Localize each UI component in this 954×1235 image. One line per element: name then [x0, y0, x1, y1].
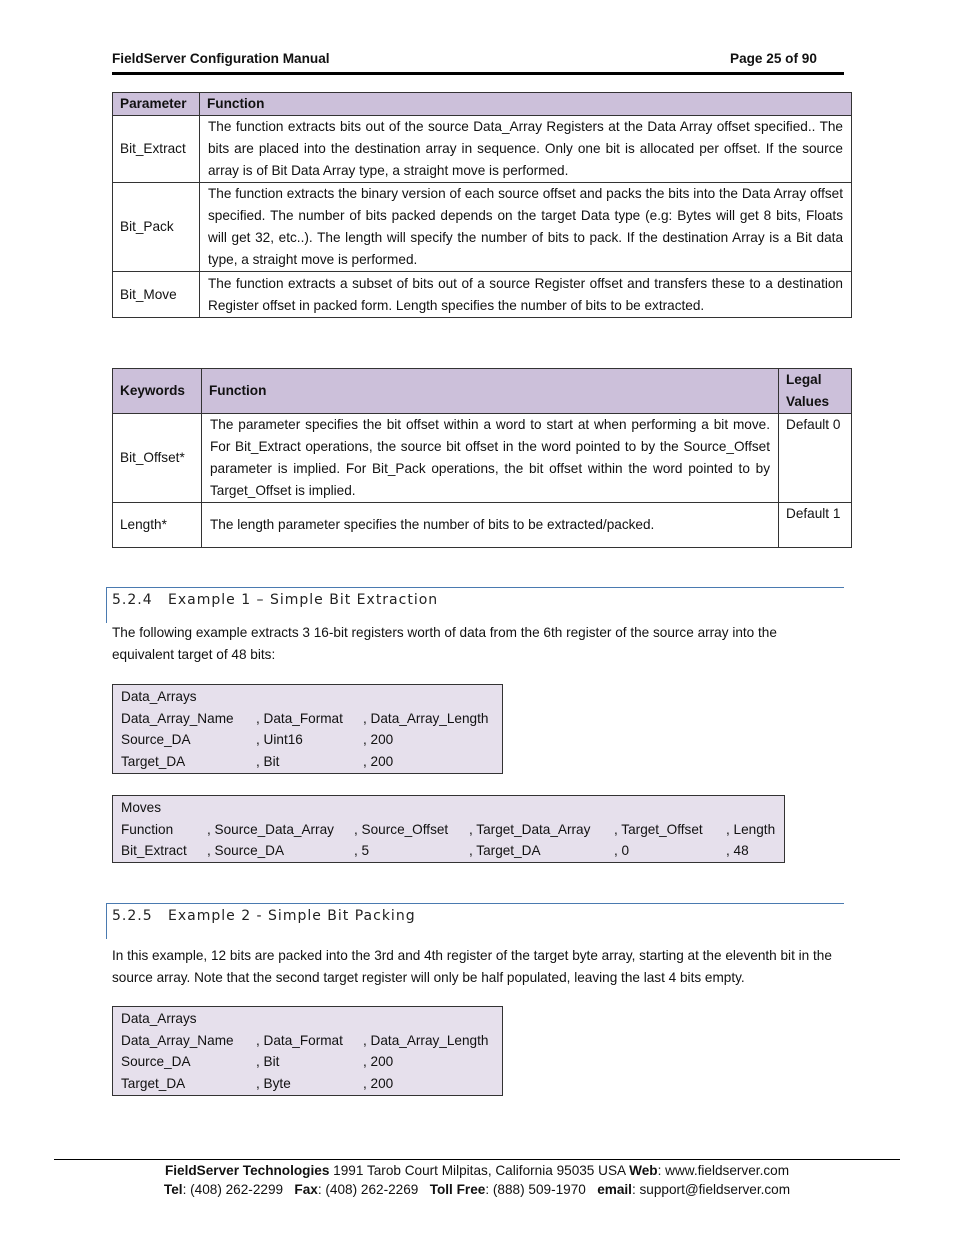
footer-contact-line: [0, 1182, 954, 1197]
section-title: Example 1 – Simple Bit Extraction: [168, 592, 439, 608]
keyword-name: Length*: [113, 503, 202, 548]
config-line: [113, 840, 784, 862]
section-number: 5.2.5: [112, 908, 153, 924]
moves-box: [112, 795, 785, 863]
section-heading: [112, 908, 416, 924]
config-line: [113, 1073, 502, 1095]
config-cell: , Data_Array_Length: [363, 1032, 489, 1048]
section-rule: [106, 903, 844, 904]
config-line: [113, 1008, 502, 1030]
config-cell: , Bit: [256, 753, 280, 769]
config-cell: Data_Array_Name: [121, 1032, 234, 1048]
config-cell: , 200: [363, 753, 394, 769]
config-line: [113, 708, 502, 730]
parameter-function: The function extracts the binary version of each source offset and packs the bits into the Data Array offset specified. The number of bits packed depends on the target Data type (e.g: Bytes will get 8 bits, Floats will get 32, etc..). The length will specify the number of bits to pack. If the destination Array is a Bit data type, a straight move is performed.: [200, 183, 852, 272]
footer-tollfree: : (888) 509-1970: [485, 1182, 598, 1197]
header-rule: [112, 72, 844, 75]
keyword-table: [112, 368, 852, 548]
section-rule: [106, 587, 844, 588]
manual-title: FieldServer Configuration Manual: [112, 51, 330, 66]
table-header-row: [113, 93, 852, 116]
footer-tel-label: Tel: [163, 1182, 183, 1197]
config-line: [113, 1051, 502, 1073]
section-rule-vertical: [106, 587, 107, 623]
config-cell: , Byte: [256, 1075, 291, 1091]
footer-rule: [54, 1159, 900, 1160]
parameter-name: Bit_Move: [113, 272, 200, 318]
config-line: [113, 1030, 502, 1052]
table-header-row: [113, 369, 852, 414]
section-number: 5.2.4: [112, 592, 153, 608]
config-cell: , Target_Data_Array: [469, 821, 591, 837]
config-cell: , Source_Data_Array: [207, 821, 334, 837]
data-arrays-box: [112, 684, 503, 774]
parameter-function: The function extracts a subset of bits out of a source Register offset and transfers these to a destination Register offset in packed form. Length specifies the number of bits to be extracted.: [200, 272, 852, 318]
table-row: [113, 272, 852, 318]
config-cell: Bit_Extract: [121, 843, 187, 858]
config-cell: , 0: [614, 843, 630, 858]
table-row: [113, 116, 852, 183]
config-cell: Moves: [121, 800, 162, 815]
section-intro: The following example extracts 3 16-bit registers worth of data from the 6th register of the source array into the equivalent target of 48 bits:: [112, 625, 777, 662]
section-heading: [112, 592, 438, 608]
config-line: [113, 819, 784, 841]
config-cell: , Uint16: [256, 732, 303, 747]
config-cell: Function: [121, 821, 174, 837]
footer-email: : support@fieldserver.com: [631, 1182, 791, 1197]
config-cell: Data_Arrays: [121, 1011, 197, 1026]
footer-fax: : (408) 262-2269: [317, 1182, 430, 1197]
footer-tollfree-label: Toll Free: [429, 1182, 486, 1197]
column-header: Function: [200, 93, 852, 116]
config-cell: Source_DA: [121, 1054, 191, 1069]
footer-company: FieldServer Technologies: [164, 1163, 330, 1178]
column-header: Keywords: [113, 369, 202, 414]
keyword-function: The length parameter specifies the number of bits to be extracted/packed.: [202, 503, 779, 548]
column-header: Parameter: [113, 93, 200, 116]
config-cell: , Target_Offset: [614, 821, 703, 837]
config-cell: , Data_Format: [256, 1032, 343, 1048]
config-cell: Source_DA: [121, 732, 191, 747]
parameter-function: The function extracts bits out of the source Data_Array Registers at the Data Array offset specified.. The bits are placed into the destination array in sequence. Only one bit is allocated per offset. If the source array is of Bit Data Array type, a straight move is performed.: [200, 116, 852, 183]
table-row: [113, 414, 852, 503]
config-cell: , Length: [726, 821, 776, 837]
parameter-table: [112, 92, 852, 318]
config-cell: , 200: [363, 1075, 394, 1091]
config-cell: , Data_Format: [256, 710, 343, 726]
footer-address-line: [0, 1163, 954, 1178]
table-row: [113, 183, 852, 272]
legal-values: Default 0: [779, 414, 852, 503]
config-cell: , Target_DA: [469, 843, 541, 858]
config-cell: Data_Arrays: [121, 689, 197, 704]
config-cell: , Source_Offset: [354, 821, 449, 837]
footer-tel: : (408) 262-2299: [182, 1182, 295, 1197]
column-header: Legal Values: [779, 369, 852, 414]
footer-address: 1991 Tarob Court Milpitas, California 95035 USA: [329, 1163, 630, 1178]
page-number: Page 25 of 90: [730, 51, 817, 66]
section-intro: In this example, 12 bits are packed into the 3rd and 4th register of the target byte array, starting at the eleventh bit in the source array. Note that the second target register will only be half populated, leaving the last 4 bits empty.: [112, 948, 832, 985]
config-cell: , Source_DA: [207, 843, 285, 858]
column-header: Function: [202, 369, 779, 414]
config-cell: Target_DA: [121, 1075, 186, 1091]
config-line: [113, 729, 502, 751]
config-cell: Data_Array_Name: [121, 710, 234, 726]
footer-web-label: Web: [629, 1163, 658, 1178]
config-line: [113, 686, 502, 708]
config-line: [113, 751, 502, 773]
keyword-name: Bit_Offset*: [113, 414, 202, 503]
section-rule-vertical: [106, 903, 107, 939]
config-cell: , 48: [726, 843, 749, 858]
config-cell: , 5: [354, 843, 370, 858]
legal-values: Default 1: [779, 503, 852, 548]
table-row: [113, 503, 852, 548]
config-cell: , 200: [363, 732, 394, 747]
keyword-function: The parameter specifies the bit offset within a word to start at when performing a bit move. For Bit_Extract operations, the source bit offset in the word pointed to by the Source_Offset parameter is implied. For Bit_Pack operations, the bit offset within the word pointed to by Target_Offset is implied.: [202, 414, 779, 503]
data-arrays-box: [112, 1006, 503, 1096]
config-cell: , 200: [363, 1054, 394, 1069]
config-cell: , Bit: [256, 1054, 280, 1069]
section-title: Example 2 - Simple Bit Packing: [168, 908, 416, 924]
parameter-name: Bit_Pack: [113, 183, 200, 272]
footer-web: : www.fieldserver.com: [657, 1163, 790, 1178]
footer-fax-label: Fax: [294, 1182, 318, 1197]
config-line: [113, 797, 784, 819]
config-cell: Target_DA: [121, 753, 186, 769]
config-cell: , Data_Array_Length: [363, 710, 489, 726]
parameter-name: Bit_Extract: [113, 116, 200, 183]
footer-email-label: email: [597, 1182, 632, 1197]
